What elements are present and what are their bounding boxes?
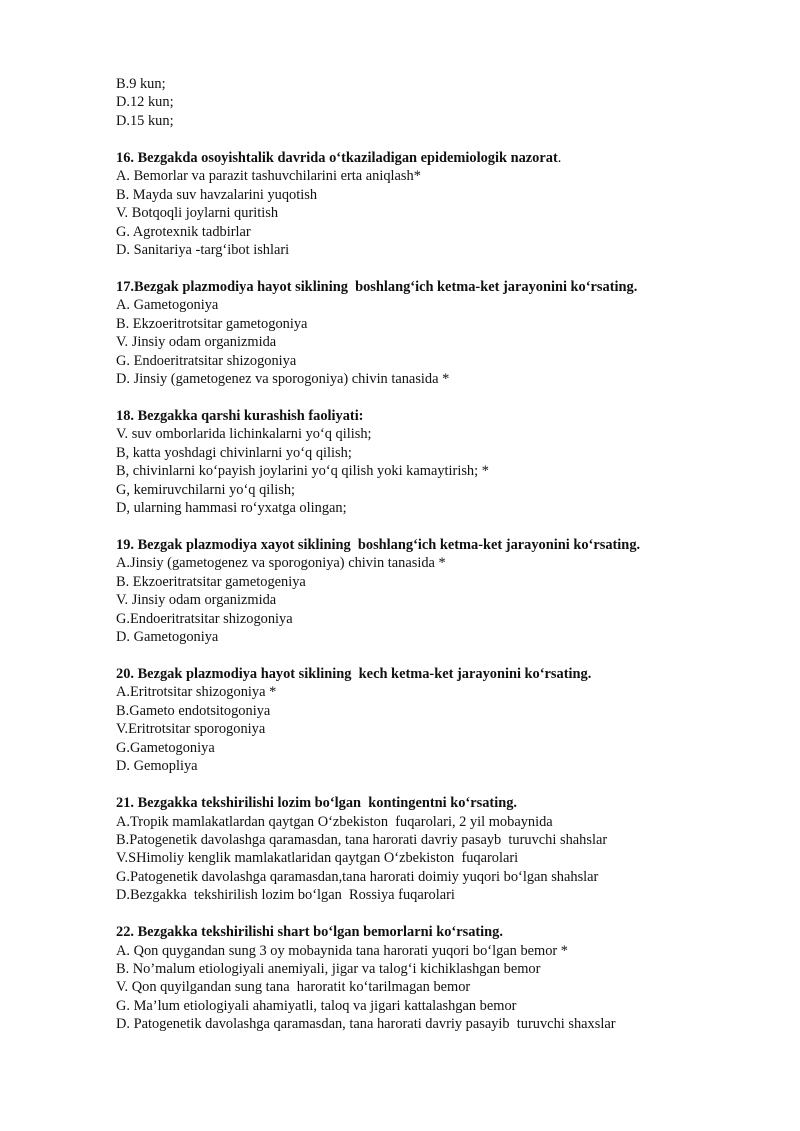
answer-option: D.Bezgakka tekshirilish lozim bo‘lgan Rossiya fuqarolari — [116, 887, 455, 904]
answer-option: D. Sanitariya -targ‘ibot ishlari — [116, 241, 290, 258]
answer-option: B, katta yoshdagi chivinlarni yo‘q qilish; — [116, 444, 352, 461]
question-block — [116, 407, 756, 518]
answer-option: A. Gametogoniya — [116, 297, 219, 314]
answer-option: G.Patogenetik davolashga qaramasdan,tana harorati doimiy yuqori bo‘lgan shahslar — [116, 868, 599, 885]
answer-option: G. Ma’lum etiologiyali ahamiyatli, taloq va jigari kattalashgan bemor — [116, 997, 517, 1014]
answer-option: V.Eritrotsitar sporogoniya — [116, 721, 266, 738]
answer-option: D. Patogenetik davolashga qaramasdan, tana harorati davriy pasayib turuvchi shaxslar — [116, 1016, 616, 1033]
question-title — [116, 149, 756, 167]
question-title: 21. Bezgakka tekshirilishi lozim bo‘lgan kontingentni ko‘rsating. — [116, 795, 517, 812]
question-title: 17.Bezgak plazmodiya hayot siklining boshlang‘ich ketma-ket jarayonini ko‘rsating. — [116, 278, 638, 295]
question-block — [116, 149, 756, 260]
question-title-suffix: . — [557, 149, 562, 166]
answer-option: D. Gemopliya — [116, 758, 198, 775]
answer-option: V. Jinsiy odam organizmida — [116, 592, 277, 609]
answer-option: A.Jinsiy (gametogenez va sporogoniya) chivin tanasida * — [116, 555, 446, 572]
answer-option: V. Botqoqli joylarni quritish — [116, 205, 279, 222]
answer-option: D. Gametogoniya — [116, 629, 219, 646]
answer-option: B. Ekzoeritrotsitar gametogoniya — [116, 315, 308, 332]
answer-option: V. suv omborlarida lichinkalarni yo‘q qilish; — [116, 426, 372, 443]
answer-option: V.SHimoliy kenglik mamlakatlaridan qaytgan O‘zbekiston fuqarolari — [116, 850, 519, 867]
question-block — [116, 278, 756, 389]
question-block — [116, 536, 756, 647]
answer-option: G.Gametogoniya — [116, 739, 215, 756]
answer-list-continued — [116, 75, 756, 130]
answer-option: D. Jinsiy (gametogenez va sporogoniya) chivin tanasida * — [116, 371, 450, 387]
answer-option: B.Gameto endotsitogoniya — [116, 702, 271, 719]
answer-option: D.12 kun; — [116, 94, 174, 111]
question-block — [116, 665, 756, 776]
answer-option: B.9 kun; — [116, 76, 166, 92]
answer-option: D, ularning hammasi ro‘yxatga olingan; — [116, 500, 347, 517]
question-text: 16. Bezgakda osoyishtalik davrida o‘tkaziladigan epidemiologik nazorat — [116, 149, 558, 166]
answer-option: G, kemiruvchilarni yo‘q qilish; — [116, 481, 296, 498]
answer-option: A.Eritrotsitar shizogoniya * — [116, 684, 277, 701]
answer-option: B, chivinlarni ko‘payish joylarini yo‘q qilish yoki kamaytirish; * — [116, 463, 489, 480]
answer-option: A. Bemorlar va parazit tashuvchilarini erta aniqlash* — [116, 168, 421, 185]
question-title: 22. Bezgakka tekshirilishi shart bo‘lgan bemorlarni ko‘rsating. — [116, 924, 503, 941]
answer-option: A.Tropik mamlakatlardan qaytgan O‘zbekiston fuqarolari, 2 yil mobaynida — [116, 813, 553, 830]
answer-option: G. Agrotexnik tadbirlar — [116, 223, 251, 240]
answer-option: B. Ekzoeritratsitar gametogeniya — [116, 573, 306, 590]
answer-option: B. No’malum etiologiyali anemiyali, jigar va talog‘i kichiklashgan bemor — [116, 961, 541, 977]
answer-option: G.Endoeritratsitar shizogoniya — [116, 610, 293, 627]
question-title: 20. Bezgak plazmodiya hayot siklining kech ketma-ket jarayonini ko‘rsating. — [116, 666, 592, 682]
answer-option: G. Endoeritratsitar shizogoniya — [116, 352, 297, 369]
answer-option: D.15 kun; — [116, 112, 174, 129]
answer-option: B.Patogenetik davolashga qaramasdan, tana harorati davriy pasayb turuvchi shahslar — [116, 831, 608, 848]
question-title: 19. Bezgak plazmodiya xayot siklining boshlang‘ich ketma-ket jarayonini ko‘rsating. — [116, 536, 641, 553]
answer-option: V. Jinsiy odam organizmida — [116, 334, 277, 351]
answer-option: A. Qon quygandan sung 3 oy mobaynida tana harorati yuqori bo‘lgan bemor * — [116, 942, 569, 959]
question-block — [116, 923, 756, 1034]
question-block — [116, 794, 756, 905]
question-title: 18. Bezgakka qarshi kurashish faoliyati: — [116, 407, 364, 424]
document-page — [116, 75, 756, 1034]
answer-option: B. Mayda suv havzalarini yuqotish — [116, 186, 318, 203]
answer-option: V. Qon quyilgandan sung tana haroratit ko‘tarilmagan bemor — [116, 979, 471, 996]
